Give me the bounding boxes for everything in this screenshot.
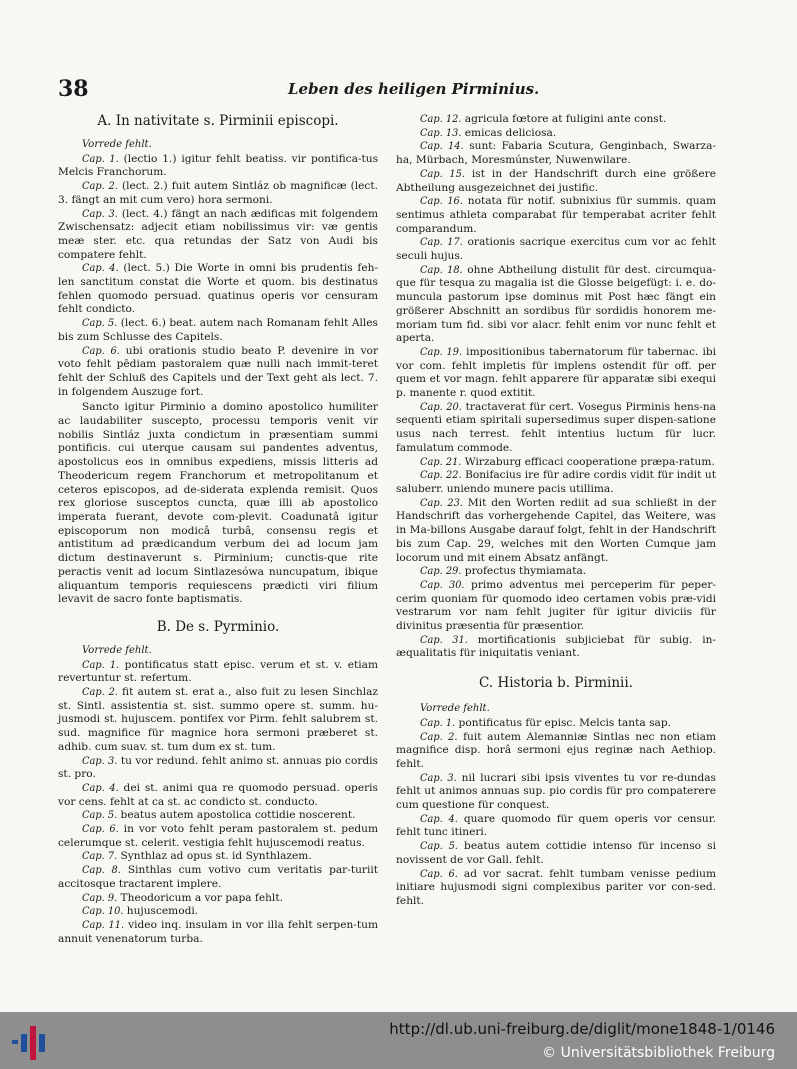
viewer-footer xyxy=(0,1012,797,1069)
cap-entry xyxy=(396,579,716,634)
cap-label: Cap. 23. xyxy=(420,497,463,509)
cap-text: beatus autem cottidie intenso für incenso si novissent de vor Gall. fehlt. xyxy=(396,840,716,866)
cap-label: Cap. 30. xyxy=(420,579,465,591)
cap-label: Cap. 1. xyxy=(420,717,456,729)
cap-text: hujuscemodi. xyxy=(123,905,199,918)
cap-text: nil lucrari sibi ipsis viventes tu vor re-dundas fehlt ut animos annuas sup. pio cordis für pro compaterere cum questione für conquest. xyxy=(396,771,716,812)
cap-label: Cap. 4. xyxy=(82,263,119,275)
cap-text: orationis sacrique exercitus cum vor ac fehlt seculi hujus. xyxy=(396,236,716,263)
copyright-text: © Universitätsbibliothek Freiburg xyxy=(542,1045,775,1061)
cap-text: agricula fœtore at fuligini ante const. xyxy=(461,113,667,125)
section-c-entries xyxy=(396,717,716,909)
cap-text: in vor voto fehlt peram pastoralem st. pedum celerumque st. celerit. vestigia fehlt hujuscemodi reatus. xyxy=(58,823,378,849)
right-top-entries xyxy=(396,113,716,661)
cap-text: pontificatus für episc. Melcis tanta sap. xyxy=(455,716,671,729)
cap-label: Cap. 1. xyxy=(82,659,120,671)
cap-text: ad vor sacrat. fehlt tumbam venisse pedium initiare hujusmodi signi complexibus pariter vor con-sed. fehlt. xyxy=(396,867,716,907)
cap-label: Cap. 14. xyxy=(420,141,464,153)
cap-entry xyxy=(396,195,716,236)
running-head: Leben des heiligen Pirminius. xyxy=(288,80,540,98)
cap-label: Cap. 9. xyxy=(82,892,118,904)
cap-label: Cap. 18. xyxy=(420,264,463,276)
cap-entry xyxy=(396,456,716,470)
section-a-vorrede: Vorrede fehlt. xyxy=(82,139,152,150)
cap-entry xyxy=(396,236,716,263)
cap-label: Cap. 8. xyxy=(82,865,121,877)
cap-label: Cap. 6. xyxy=(82,824,119,836)
cap-entry xyxy=(58,919,378,946)
cap-entry xyxy=(396,717,716,731)
section-b-title: B. De s. Pyrminio. xyxy=(156,618,280,635)
cap-entry xyxy=(396,140,716,167)
cap-entry xyxy=(58,208,378,263)
cap-text: emicas deliciosa. xyxy=(461,126,557,139)
cap-label: Cap. 19. xyxy=(420,346,463,358)
cap-entry xyxy=(58,905,378,919)
section-b-vorrede: Vorrede fehlt. xyxy=(82,644,152,656)
cap-text: beatus autem apostolica cottidie noscerent. xyxy=(117,809,356,822)
cap-text: tractaverat für cert. Vosegus Pirminis hens-na sequenti etiam spiritali supersedimus super dispen-satione usus nach terrest. fehlt intentius luctum für lucr. famulatum commode. xyxy=(396,400,716,454)
cap-entry xyxy=(396,840,716,867)
cap-entry xyxy=(396,127,716,141)
cap-entry xyxy=(396,168,716,195)
cap-text: primo adventus mei perceperim für peper-cerim quoniam für quomodo ideo certamen vobis præ-vidi vestrarum vor nam fehlt jugiter für igitur diviciis für divinitus præsentia für præsentior. xyxy=(396,578,716,633)
cap-text: ist in der Handschrift durch eine größere Abtheilung ausgezeichnet dei justific. xyxy=(396,167,716,194)
cap-label: Cap. 31. xyxy=(420,634,468,646)
cap-label: Cap. 6. xyxy=(420,868,458,880)
cap-text: video inq. insulam in vor illa fehlt serpen-tum annuit venenatorum turba. xyxy=(58,918,379,945)
cap-label: Cap. 29. xyxy=(420,566,462,578)
cap-text: sunt: Fabaria Scutura, Genginbach, Swarza-ha, Mürbach, Moresmúnster, Nuwenwilare. xyxy=(396,140,716,167)
cap-text: notata für notif. subnixius für summis. quam sentimus athleta comparabat für temperabat acriter fehlt comparandum. xyxy=(396,195,716,235)
section-a-title: A. In nativitate s. Pirminii episcopi. xyxy=(97,113,339,129)
cap-text: ohne Abtheilung distulit für dest. circumqua-que für tesqua zu magalia ist die Glosse beigefügt: i. e. do-muncula pastorum ipse dominus mit Post hæc fängt ein größerer Abschnitt an sordibus für sordidis honorem me-moriam tum fid. sibi vor alacr. fehlt enim vor nunc fehlt et aperta. xyxy=(396,263,716,345)
cap-label: Cap. 3. xyxy=(82,208,118,220)
section-b-entries xyxy=(58,659,378,947)
cap-label: Cap. 2. xyxy=(82,687,118,699)
source-url-link[interactable]: http://dl.ub.uni-freiburg.de/diglit/mone1848-1/0146 xyxy=(389,1020,775,1038)
cap-entry xyxy=(58,686,378,755)
cap-text: fit autem st. erat a., also fuit zu lesen Sinchlaz st. Sintl. assistentia st. sist. summo opere st. summ. hu-jusmodi st. hujuscem. pontifex vor Pirm. fehlt salubrem st. sud. magnifice für magnice hora sermoni præberet st. adhib. cum suav. st. tum dum ex st. tum. xyxy=(58,686,378,753)
cap-label: Cap. 5. xyxy=(82,318,118,330)
cap-entry xyxy=(396,264,716,346)
cap-text: Sinthlas cum votivo cum veritatis par-turiit accitosque tractarent implere. xyxy=(58,864,378,890)
cap-entry xyxy=(58,823,378,850)
cap-label: Cap. 4. xyxy=(420,813,458,825)
page-number: 38 xyxy=(58,76,89,102)
cap-entry xyxy=(58,659,378,686)
cap-label: Cap. 12. xyxy=(420,114,462,125)
cap-label: Cap. 2. xyxy=(82,181,118,193)
cap-label: Cap. 3. xyxy=(82,755,118,767)
cap-text: Bonifacius ire für adire cordis vidit für indit ut saluberr. uniendo munere pacis utillima. xyxy=(396,469,716,495)
cap-entry xyxy=(58,809,378,823)
cap-entry xyxy=(58,180,378,207)
cap-label: Cap. 11. xyxy=(82,919,125,931)
cap-entry xyxy=(396,401,716,456)
cap-entry xyxy=(58,153,378,180)
cap-label: Cap. 15. xyxy=(420,168,465,180)
cap-label: Cap. 13. xyxy=(420,127,462,139)
cap-entry xyxy=(58,864,378,891)
section-c-vorrede: Vorrede fehlt. xyxy=(420,703,490,715)
cap-label: Cap. 5. xyxy=(420,841,458,853)
cap-text: (lect. 5.) Die Worte in omni bis prudentis feh-len sanctitum constat die Worte et quom. bis destinatus fehlen quomodo persuad. quatinus operis vor censuram fehlt condicto. xyxy=(58,262,379,316)
cap-label: Cap. 2. xyxy=(420,731,458,743)
library-logo-icon xyxy=(10,1024,50,1062)
cap-entry xyxy=(58,892,378,906)
cap-label: Cap. 20. xyxy=(420,401,462,413)
cap-label: Cap. 21. xyxy=(420,456,462,468)
cap-text: tu vor redund. fehlt animo st. annuas pio cordis st. pro. xyxy=(58,754,378,781)
cap-entry xyxy=(396,346,716,401)
cap-entry xyxy=(396,497,716,566)
cap-text: profectus thymiamata. xyxy=(461,565,587,578)
cap-label: Cap. 5. xyxy=(82,810,118,822)
cap-label: Cap. 10. xyxy=(82,906,124,918)
cap-label: Cap. 7. xyxy=(82,851,118,863)
cap-entry xyxy=(58,755,378,782)
cap-entry xyxy=(396,565,716,579)
cap-text: quare quomodo für quem operis vor censur. fehlt tunc itineri. xyxy=(396,812,716,839)
cap-text: dei st. animi qua re quomodo persuad. operis vor cens. fehlt at ca st. ac condicto st. conducto. xyxy=(58,781,378,808)
cap-entry xyxy=(396,813,716,840)
cap-text: (lectio 1.) igitur fehlt beatiss. vir pontifica-tus Melcis Franchorum. xyxy=(58,152,379,179)
cap-text: mortificationis subjiciebat für subig. in-æqualitatis für iniquitatis veniant. xyxy=(396,633,716,660)
cap-text: Synthlaz ad opus st. id Synthlazem. xyxy=(117,850,312,863)
cap-entry xyxy=(58,345,378,400)
left-column xyxy=(58,113,378,946)
cap-label: Cap. 3. xyxy=(420,772,457,784)
cap-text: Mit den Worten rediit ad sua schließt in der Handschrift das vorhergehende Capitel, das Weitere, was in Ma-billons Ausgabe darauf folgt, fehlt in der Handschrift bis zum Cap. 29, welches mit den Worten Cumque jam locorum und mit einem Absatz anfängt. xyxy=(396,496,717,564)
cap-text: Wirzaburg efficaci cooperatione præpa-ratum. xyxy=(461,455,715,468)
cap-text: Theodoricum a vor papa fehlt. xyxy=(117,891,283,904)
cap-entry xyxy=(396,731,716,772)
cap-entry xyxy=(58,317,378,344)
cap-entry xyxy=(396,469,716,496)
right-column xyxy=(396,113,716,909)
cap-entry xyxy=(58,782,378,809)
page-header xyxy=(58,76,748,106)
cap-label: Cap. 22. xyxy=(420,470,462,482)
cap-text: ubi orationis studio beato P. devenire in vor voto fehlt pēdiam pastoralem quæ nulli nach immit-teret fehlt der Schluß des Capitels und der Text geht als lect. 7. in folgendem Auszuge fort. xyxy=(58,344,379,398)
cap-text: fuit autem Alemanniæ Sintlas nec non etiam magnifice disp. horâ sermoni ejus reginæ nach Aethiop. fehlt. xyxy=(396,730,717,770)
cap-text: pontificatus statt episc. verum et st. v. etiam revertuntur st. refertum. xyxy=(58,658,378,685)
cap-text: (lect. 4.) fängt an nach ædificas mit folgendem Zwischensatz: adjecit etiam nobilissimus vir: væ gentis meæ ster. etc. qua retundas der Satz von Audi bis compatere fehlt. xyxy=(58,207,378,261)
cap-entry xyxy=(58,850,378,864)
section-a-entries xyxy=(58,153,378,400)
cap-entry xyxy=(58,262,378,317)
cap-label: Cap. 4. xyxy=(82,782,119,794)
cap-entry xyxy=(396,113,716,127)
cap-label: Cap. 6. xyxy=(82,345,120,357)
cap-entry xyxy=(396,772,716,813)
cap-text: (lect. 2.) fuit autem Sintláz ob magnificæ (lect. 3. fängt an mit cum vero) hora sermoni. xyxy=(58,180,378,206)
section-c-title: C. Historia b. Pirminii. xyxy=(479,675,633,692)
section-a-paragraph: Sancto igitur Pirminio a domino apostolico humiliter ac laudabiliter suscepto, processu temporis venit vir nobilis Sintláz juxta condictum in præsentiam summi pontificis. cui uterque causam sui pandentes adventus, apostolicus eos in omnibus expediens, missis litteris ad Theodericum regem Franchorum et metropolitanum et ceteros episcopos, ad de-siderata explenda remisit. Quos rex gloriose susceptos cuncta, quæ illi ab apostolico imperata fuerant, devote com-plevit. Coadunatâ igitur episcoporum non modicâ turbâ, consensu regis et antistitum ad prædicandum verbum dei ad locum jam dictum destinaverunt s. Pirminium; cunctis-que rite peractis venit ad locum Sintlazesówa nuncupatum, ibique aliquantum temporis requiescens prædicti viri filium levavit de sacro fonte baptismatis. xyxy=(58,401,378,606)
cap-entry xyxy=(396,868,716,909)
cap-label: Cap. 16. xyxy=(420,196,463,208)
cap-entry xyxy=(396,634,716,661)
cap-text: (lect. 6.) beat. autem nach Romanam fehlt Alles bis zum Schlusse des Capitels. xyxy=(58,317,378,343)
cap-text: impositionibus tabernatorum für tabernac. ibi vor com. fehlt impletis für implens ostendit für off. per quem et vor magn. fehlt apparere für apparatæ sibi exequi p. manente r. quod extitit. xyxy=(396,345,717,400)
cap-label: Cap. 17. xyxy=(420,237,463,249)
cap-label: Cap. 1. xyxy=(82,153,119,165)
